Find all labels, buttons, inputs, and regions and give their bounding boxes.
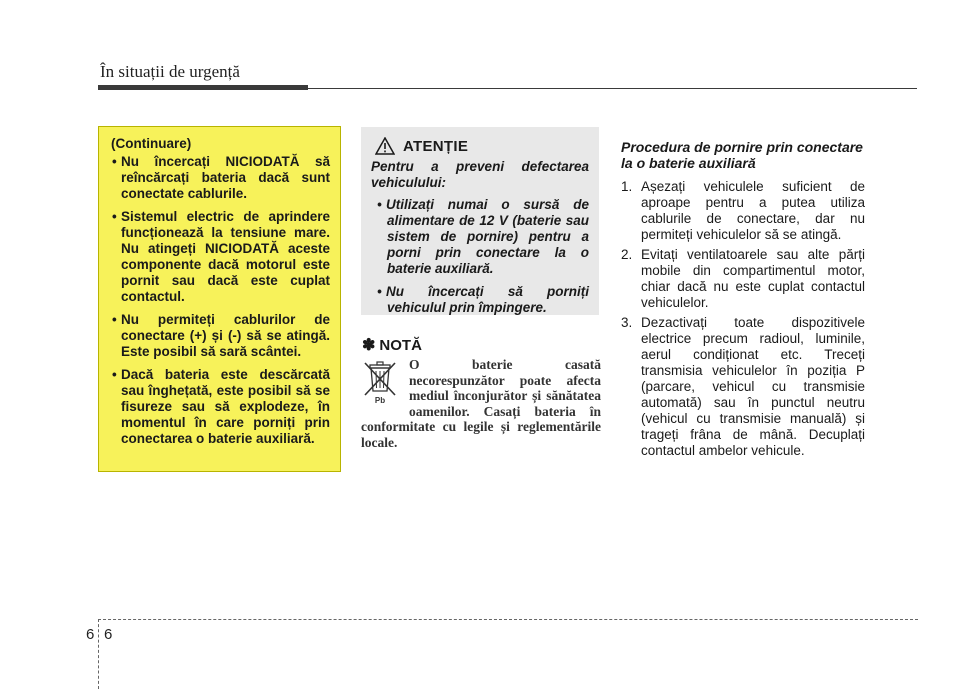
- footer-rule: [98, 619, 918, 620]
- warning-triangle-icon: [375, 137, 395, 155]
- procedure-step: 2. Evitați ventilatoarele sau alte părți mobile din compartimentul motor, chiar dacă nu este cuplat contactul vehiculelor.: [621, 247, 865, 310]
- attention-intro: Pentru a preveni defectarea vehiculului:: [371, 159, 589, 190]
- warning-item: • Nu încercați NICIODATĂ să reîncărcați bateria dacă sunt conectate cablurile.: [112, 154, 330, 201]
- warning-item: • Sistemul electric de aprindere funcționează la tensiune mare. Nu atingeți NICIODATĂ aceste componente dacă motorul este pornit sau dacă este cuplat contactul.: [112, 209, 330, 304]
- procedure-step: 3. Dezactivați toate dispozitivele electrice precum radioul, luminile, aerul condiționat etc. Treceți transmisia vehiculelor în poziția P (parcare, vehicul cu transmisie automată) sau în punctul neutru (vehicul cu transmisie manuală) și trageți frâna de mână. Decuplați contactul ambelor vehicule.: [621, 315, 865, 458]
- battery-pb-label: Pb: [374, 396, 386, 405]
- page-number: 6: [104, 626, 113, 643]
- attention-box: [361, 127, 599, 315]
- attention-item: • Utilizați numai o sursă de alimentare de 12 V (baterie sau sistem de pornire) pentru a porni prin conectare la o baterie auxiliară.: [377, 197, 589, 276]
- procedure-title: Procedura de pornire prin conectare la o baterie auxiliară: [621, 139, 863, 171]
- continuation-label: (Continuare): [111, 136, 192, 151]
- warning-list: [109, 154, 330, 447]
- attention-header: [375, 137, 589, 155]
- chapter-number: 6: [86, 626, 95, 643]
- procedure-step: 1. Așezați vehiculele suficient de aproape pentru a putea utiliza cablurile de conectare, dar nu permiteți vehiculelor să se atingă.: [621, 179, 865, 242]
- header-rule: [98, 88, 917, 89]
- procedure-steps: [621, 179, 865, 459]
- warning-item: • Dacă bateria este descărcată sau înghețată, este posibil să se fisureze sau să explodeze, în momentul în care porniți prin conectarea o baterie auxiliară.: [112, 367, 330, 446]
- page-header-title: În situații de urgență: [100, 62, 240, 81]
- note-title: NOTĂ: [379, 336, 422, 354]
- footer-vertical-rule: [98, 619, 99, 689]
- warning-box: [98, 126, 341, 472]
- attention-item: • Nu încercați să porniți vehiculul prin împingere.: [377, 284, 589, 315]
- asterisk-icon: ✽: [362, 337, 376, 354]
- attention-list: [371, 197, 589, 316]
- note-text: O baterie casată necorespunzător poate afecta mediul înconjurător și sănătatea oamenilor. Casați bateria în conformitate cu legile și reglementările locale.: [361, 357, 601, 450]
- attention-title: ATENȚIE: [403, 137, 469, 155]
- note-heading: [362, 335, 422, 355]
- crossed-bin-battery-icon: [361, 359, 401, 405]
- procedure-section: [621, 139, 865, 463]
- note-body: [361, 357, 601, 450]
- warning-item: • Nu permiteți cablurilor de conectare (+) și (-) să se atingă. Este posibil să sară scântei.: [112, 312, 330, 359]
